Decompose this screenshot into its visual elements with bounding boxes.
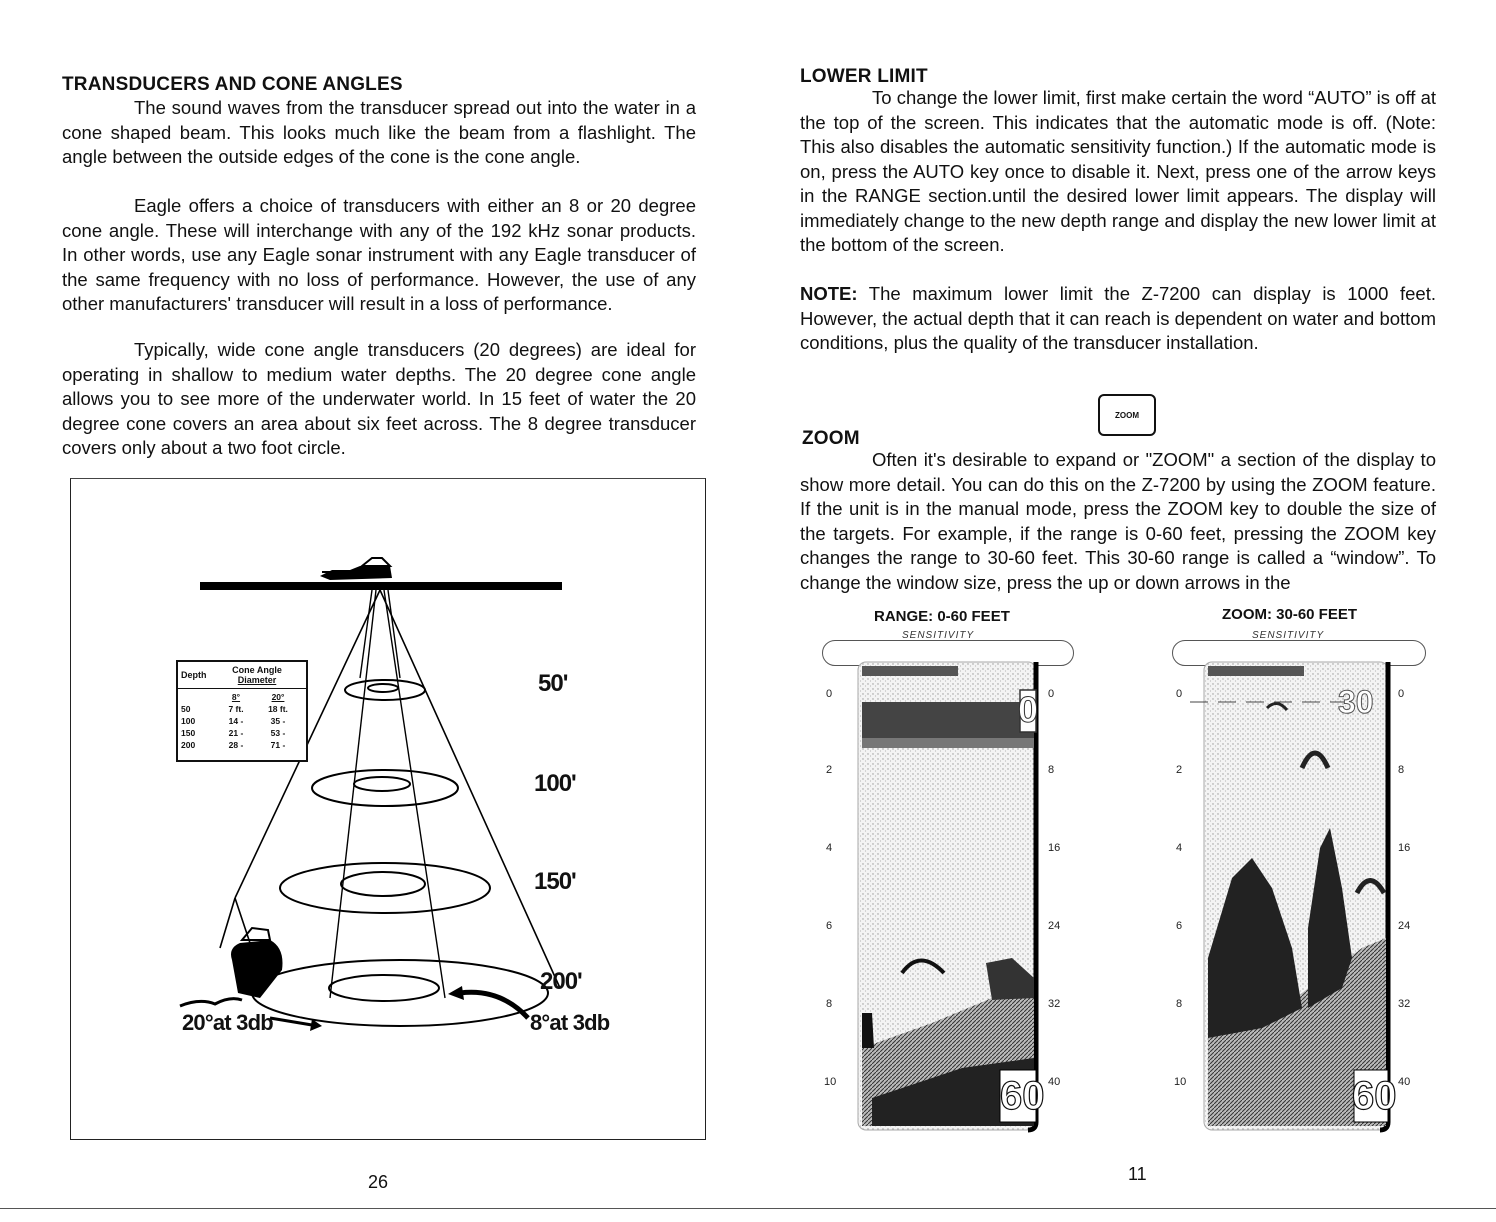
right-scale-label: 8 xyxy=(1398,764,1405,776)
angler-boat-icon xyxy=(180,928,283,1006)
sonar-display-zoom xyxy=(1162,628,1432,1138)
right-scale-label: 16 xyxy=(1048,842,1061,854)
right-scale-label: 32 xyxy=(1048,998,1061,1010)
left-scale-label: 0 xyxy=(1176,688,1183,700)
cone-angle-table xyxy=(176,660,308,762)
left-scale-label: 10 xyxy=(1174,1076,1187,1088)
page-number-left: 26 xyxy=(368,1172,389,1192)
sonar-display-range xyxy=(812,628,1072,1138)
right-scale-label: 40 xyxy=(1398,1076,1411,1088)
right-scale-label: 24 xyxy=(1048,920,1061,932)
cone-table-subheader xyxy=(178,691,306,703)
paragraph-text: To change the lower limit, first make certain the word “AUTO” is off at the top of the screen. This indicates that the automatic mode is off. (Note: This also disables the automatic sensitivity function.) If the automatic mode is on, press the AUTO key once to disable it. Next, press one of the arrow keys in the RANGE section.until the desired lower limit appears. The display will immediately change to the new depth range and display the new lower limit at the bottom of the screen. xyxy=(800,87,1436,255)
section-heading-transducers: TRANSDUCERS AND CONE ANGLES xyxy=(62,74,403,95)
col-20-degree: 20° xyxy=(271,692,285,702)
table-row xyxy=(178,739,306,751)
col-diameter-label: Diameter xyxy=(237,675,277,685)
top-reading: 30 xyxy=(1338,684,1374,720)
ring-8-100ft xyxy=(354,777,410,791)
paragraph-note xyxy=(800,282,1436,356)
cell-d20: 18 ft. xyxy=(268,704,288,714)
ring-8-150ft xyxy=(341,872,425,896)
left-scale-label: 6 xyxy=(826,920,833,932)
right-scale-label: 24 xyxy=(1398,920,1411,932)
ring-20-150ft xyxy=(280,863,490,913)
cone-8-degree xyxy=(330,590,445,998)
sensitivity-label: SENSITIVITY xyxy=(902,630,975,641)
cell-d8: 14 - xyxy=(228,716,244,726)
paragraph-text: Eagle offers a choice of transducers with either an 8 or 20 degree cone angle. These will interchange with any of the 192 kHz sonar products. In other words, use any Eagle sonar instrument with any Eagle transducer of the same frequency with no loss of performance. However, the use of any other manufacturers' transducer will result in a loss of performance. xyxy=(62,195,696,314)
ring-8-50ft xyxy=(368,684,398,692)
cell-d8: 21 - xyxy=(228,728,244,738)
paragraph-zoom xyxy=(800,448,1436,595)
ring-20-100ft xyxy=(312,770,458,806)
left-scale-label: 6 xyxy=(1176,920,1183,932)
surface-boat-icon xyxy=(320,558,392,580)
left-scale-label: 10 xyxy=(824,1076,837,1088)
cell-d8: 28 - xyxy=(228,740,244,750)
table-row xyxy=(178,727,306,739)
right-scale-label: 0 xyxy=(1048,688,1055,700)
cone-table-header xyxy=(178,662,306,689)
paragraph-text: Often it's desirable to expand or "ZOOM" a section of the display to show more detail. You can do this on the Z-7200 by using the ZOOM feature. If the unit is in the manual mode, press the ZOOM key to double the size of the targets. For example, if the range is 0-60 feet, pressing the ZOOM key changes the range to 30-60 feet. This 30-60 range is called a “window”. To change the window size, press the up or down arrows in the xyxy=(800,449,1436,593)
cell-depth: 150 xyxy=(181,728,196,738)
cell-depth: 50 xyxy=(181,704,191,714)
col-cone-header xyxy=(215,665,299,685)
right-scale-label: 8 xyxy=(1048,764,1055,776)
left-scale-label: 2 xyxy=(1176,764,1183,776)
right-scale-label: 32 xyxy=(1398,998,1411,1010)
left-scale-label: 0 xyxy=(826,688,833,700)
cell-depth: 200 xyxy=(181,740,196,750)
depth-label-100: 100' xyxy=(534,770,576,797)
right-scale-label: 0 xyxy=(1398,688,1405,700)
cell-depth: 100 xyxy=(181,716,196,726)
paragraph-eagle-choice xyxy=(62,194,696,317)
right-scale-label: 40 xyxy=(1048,1076,1061,1088)
section-heading-zoom: ZOOM xyxy=(802,428,860,449)
note-text: The maximum lower limit the Z-7200 can display is 1000 feet. However, the actual depth that it can reach is dependent on water and bottom conditions, plus the quality of the transducer installation. xyxy=(800,283,1436,353)
label-8-degree-3db: 8°at 3db xyxy=(530,1010,610,1035)
paragraph-lower-limit xyxy=(800,86,1436,258)
cell-d8: 7 ft. xyxy=(228,704,244,714)
col-depth-header: Depth xyxy=(181,670,207,680)
left-scale-label: 4 xyxy=(826,842,833,854)
table-row xyxy=(178,715,306,727)
bottom-reading: 60 xyxy=(1352,1074,1397,1118)
display-title-zoom: ZOOM: 30-60 FEET xyxy=(1222,606,1358,623)
ring-8-200ft xyxy=(329,975,439,1001)
col-cone-label: Cone Angle xyxy=(232,665,282,675)
water-surface-line xyxy=(200,582,562,590)
cell-d20: 35 - xyxy=(270,716,286,726)
label-20-degree-3db: 20°at 3db xyxy=(182,1010,273,1035)
cone-diagram xyxy=(70,478,704,1138)
paragraph-text: Typically, wide cone angle transducers (20 degrees) are ideal for operating in shallow to medium water depths. The 20 degree cone angle allows you to see more of the underwater world. In 15 feet of water the 20 degree cone covers an area about six feet across. The 8 degree transducer covers only about a two foot circle. xyxy=(62,339,696,458)
left-scale-label: 4 xyxy=(1176,842,1183,854)
left-scale-label: 2 xyxy=(826,764,833,776)
page-number-right: 11 xyxy=(1128,1164,1147,1184)
scan-edge-line xyxy=(0,1208,1496,1209)
paragraph-cone-beam xyxy=(62,96,696,170)
cell-d20: 53 - xyxy=(270,728,286,738)
section-heading-lower-limit: LOWER LIMIT xyxy=(800,66,928,87)
arrow-8-degree xyxy=(460,992,528,1018)
sensitivity-label: SENSITIVITY xyxy=(1252,630,1325,641)
table-row xyxy=(178,703,306,715)
left-scale-label: 8 xyxy=(826,998,833,1010)
depth-label-150: 150' xyxy=(534,868,576,895)
cell-d20: 71 - xyxy=(270,740,286,750)
note-label: NOTE: xyxy=(800,283,858,304)
depth-label-200: 200' xyxy=(540,968,582,995)
paragraph-typically xyxy=(62,338,696,461)
top-reading: 0 xyxy=(1018,689,1039,730)
col-8-degree: 8° xyxy=(231,692,241,702)
bottom-reading: 60 xyxy=(1000,1074,1045,1118)
depth-label-50: 50' xyxy=(538,670,568,697)
paragraph-text: The sound waves from the transducer spread out into the water in a cone shaped beam. This looks much like the beam from a flashlight. The angle between the outside edges of the cone is the cone angle. xyxy=(62,97,696,167)
right-scale-label: 16 xyxy=(1398,842,1411,854)
ring-20-50ft xyxy=(345,680,425,700)
left-scale-label: 8 xyxy=(1176,998,1183,1010)
ring-20-200ft xyxy=(252,960,548,1026)
display-title-range: RANGE: 0-60 FEET xyxy=(874,608,1010,625)
zoom-key-icon: ZOOM xyxy=(1098,394,1156,436)
sonar-screen-zoom xyxy=(1162,628,1432,1138)
